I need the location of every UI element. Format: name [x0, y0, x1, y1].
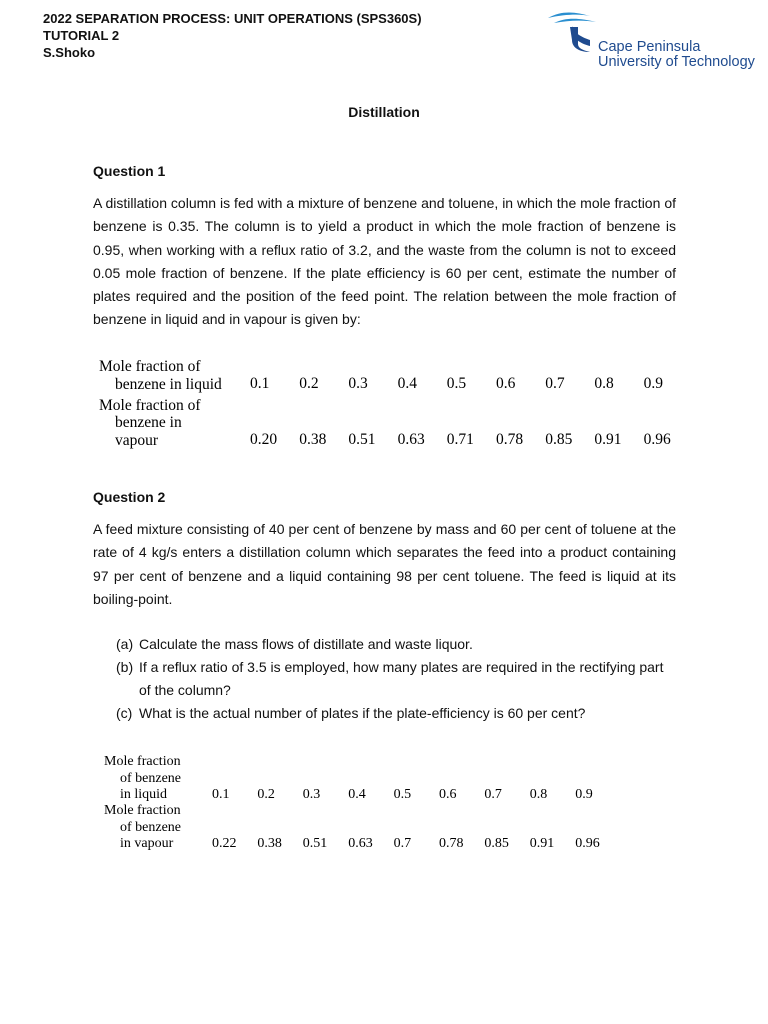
part-c-text: What is the actual number of plates if the plate-efficiency is 60 per cent? [139, 705, 586, 721]
part-a [116, 633, 676, 656]
q2-vapour-label-line-2: of benzene [120, 819, 182, 835]
q2-vapour-label-line-1: Mole fraction [104, 803, 181, 818]
q1-liquid-cell-6: 0.6 [496, 375, 516, 392]
question-2-parts [116, 633, 676, 725]
part-c-label: (c) [116, 705, 133, 721]
q1-vapour-cell-2: 0.38 [299, 431, 327, 448]
q1-vapour-cell-9: 0.96 [643, 431, 671, 448]
part-c [116, 702, 676, 725]
question-2-text: A feed mixture consisting of 40 per cent of benzene by mass and 60 per cent of toluene at the rate of 4 kg/s enters a distillation column which separates the feed into a product containing 97 per cent of benzene and a liquid containing 98 per cent toluene. The feed is liquid at its boiling-point. [93, 521, 676, 607]
q2-liquid-label [104, 754, 189, 804]
q2-vapour-cell-4: 0.63 [348, 836, 373, 851]
part-a-text: Calculate the mass flows of distillate and waste liquor. [139, 636, 473, 652]
q2-vapour-cell-8: 0.91 [529, 836, 555, 851]
q2-liquid-cell-3: 0.3 [302, 787, 321, 802]
part-b-label: (b) [116, 659, 134, 675]
q2-liquid-label-line-2: of benzene [120, 770, 182, 786]
q1-vapour-cell-1: 0.20 [250, 431, 278, 448]
q1-vapour-cell-7: 0.85 [545, 431, 573, 448]
q2-vapour-cell-2: 0.38 [257, 836, 282, 851]
q2-liquid-cell-6: 0.6 [439, 787, 457, 802]
tutorial-label: TUTORIAL 2 [43, 28, 120, 43]
q2-liquid-cell-9: 0.9 [575, 787, 593, 802]
q2-vapour-cell-6: 0.78 [439, 836, 464, 851]
q1-liquid-cell-9: 0.9 [643, 375, 663, 392]
logo-text [598, 40, 755, 70]
q2-liquid-cell-5: 0.5 [393, 787, 412, 802]
q2-vapour-label-line-3: in vapour [120, 836, 174, 851]
course-title: 2022 SEPARATION PROCESS: UNIT OPERATIONS (SPS360S) [43, 11, 422, 26]
logo-line-1: Cape Peninsula [598, 39, 701, 55]
question-1-heading: Question 1 [93, 163, 166, 179]
q1-liquid-label-line-1: Mole fraction of [99, 358, 201, 375]
q2-liquid-cell-1: 0.1 [212, 787, 230, 802]
q1-vapour-cell-6: 0.78 [496, 431, 524, 448]
q1-liquid-cell-3: 0.3 [348, 375, 368, 392]
q1-vapour-label-line-1: Mole fraction of [99, 397, 201, 414]
document-header [43, 10, 422, 61]
author-name: S.Shoko [43, 45, 96, 60]
part-b [116, 656, 676, 702]
q1-vapour-cell-8: 0.91 [594, 431, 622, 448]
logo-line-2: University of Technology [598, 54, 755, 70]
part-b-text: If a reflux ratio of 3.5 is employed, how many plates are required in the rectifying part [139, 659, 664, 675]
q1-liquid-cell-2: 0.2 [299, 375, 319, 392]
q2-vapour-cell-3: 0.51 [302, 836, 328, 851]
question-2-heading: Question 2 [93, 489, 166, 505]
part-b-continuation: of the column? [139, 682, 231, 698]
q2-vapour-cell-5: 0.7 [393, 836, 412, 851]
q2-liquid-cell-2: 0.2 [257, 787, 275, 802]
q2-vapour-cell-9: 0.96 [575, 836, 600, 851]
q2-vapour-cell-7: 0.85 [484, 836, 509, 851]
q1-vapour-label-line-2: benzene in [115, 414, 182, 431]
q1-liquid-cell-7: 0.7 [545, 375, 565, 392]
q1-liquid-cell-1: 0.1 [250, 375, 270, 392]
q1-liquid-cell-5: 0.5 [446, 375, 467, 392]
page-title: Distillation [348, 104, 420, 120]
q1-liquid-label-line-2: benzene in liquid [115, 376, 222, 393]
q1-liquid-cell-8: 0.8 [594, 375, 614, 392]
q2-liquid-cell-7: 0.7 [484, 787, 502, 802]
cput-wave-icon [544, 10, 604, 70]
q1-vapour-cell-4: 0.63 [397, 431, 425, 448]
q2-vapour-cell-1: 0.22 [212, 836, 237, 851]
q1-vapour-label-line-3: vapour [115, 432, 159, 449]
q1-liquid-cell-4: 0.4 [397, 375, 417, 392]
q2-liquid-label-line-3: in liquid [120, 787, 168, 802]
q2-liquid-cell-4: 0.4 [348, 787, 366, 802]
q2-liquid-cell-8: 0.8 [529, 787, 548, 802]
q2-vapour-label [104, 803, 189, 853]
part-a-label: (a) [116, 636, 134, 652]
q2-liquid-label-line-1: Mole fraction [104, 754, 181, 769]
cput-logo [544, 10, 764, 70]
q1-vapour-cell-3: 0.51 [348, 431, 376, 448]
question-1-text: A distillation column is fed with a mixture of benzene and toluene, in which the mole fraction of benzene is 0.35. The column is to yield a product in which the mole fraction of benzene is 0.95, when working with a reflux ratio of 3.2, and the waste from the column is not to exceed 0.05 mole fraction of benzene. If the plate efficiency is 60 per cent, estimate the number of plates required and the position of the feed point. The relation between the mole fraction of benzene in liquid and in vapour is given by: [93, 195, 676, 328]
q1-vapour-cell-5: 0.71 [446, 431, 474, 448]
